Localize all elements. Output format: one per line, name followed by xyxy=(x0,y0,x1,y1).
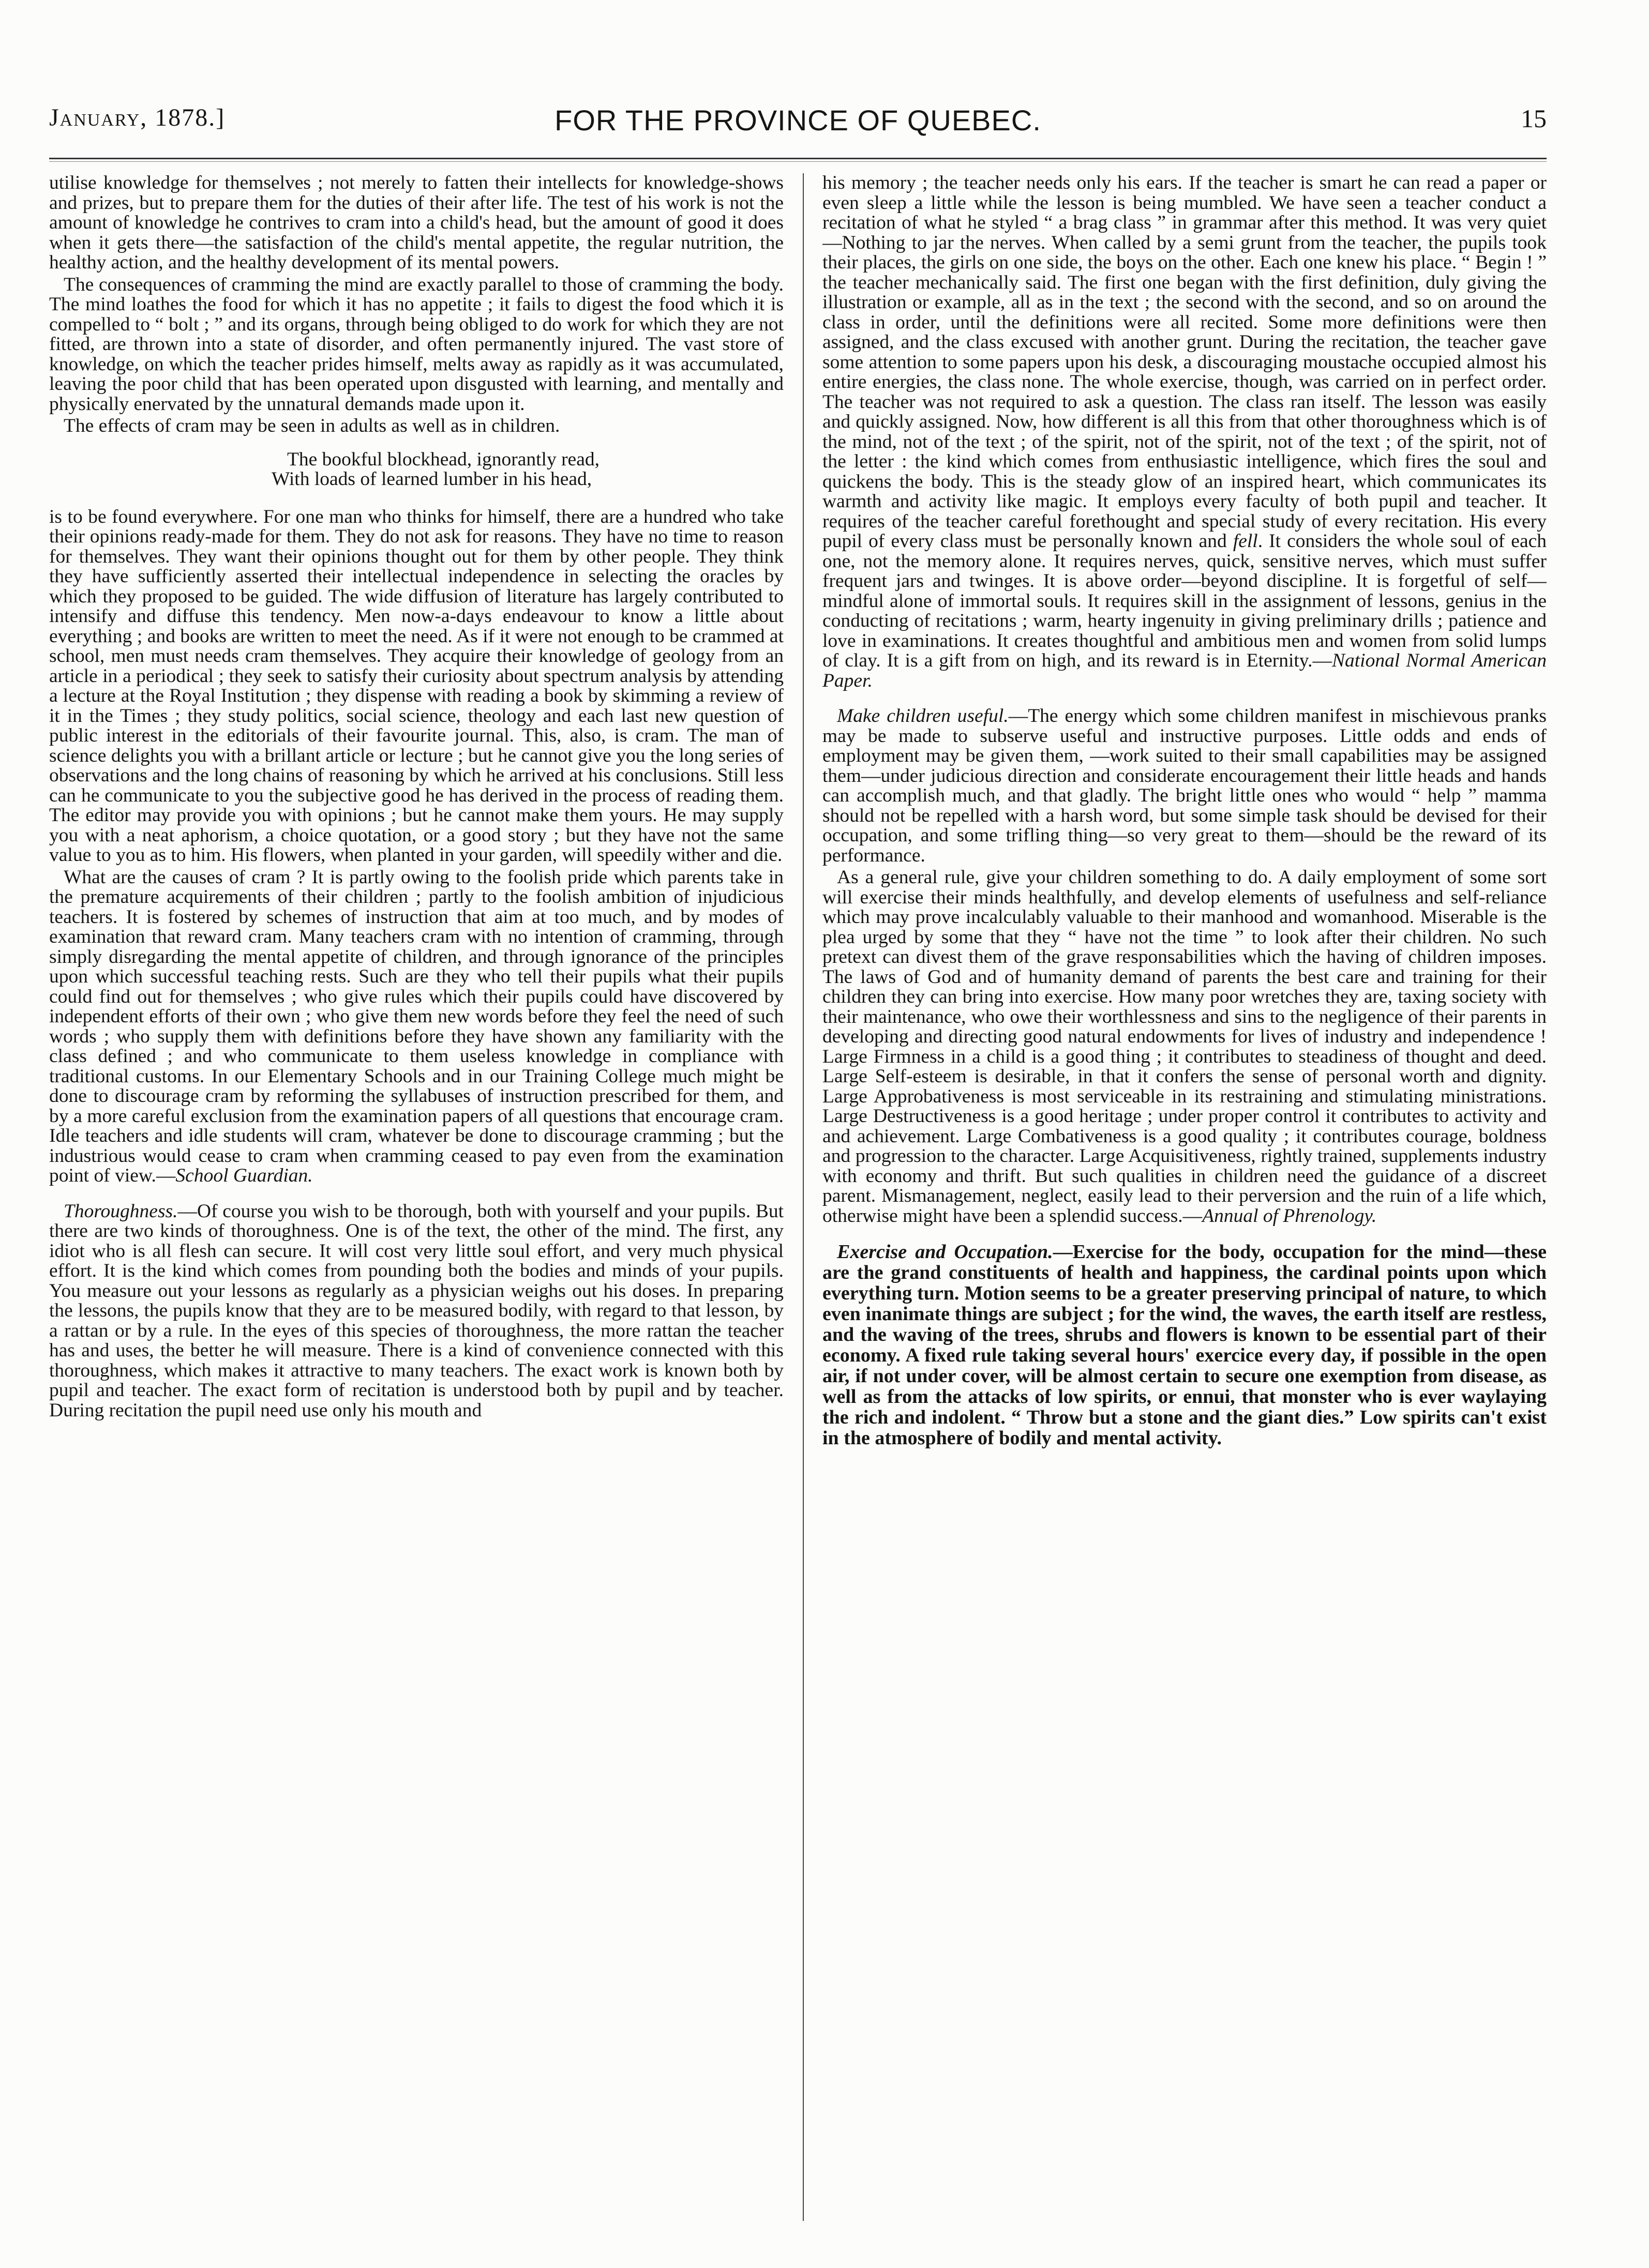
verse-quote xyxy=(49,450,784,490)
paragraph-text: —The energy which some children manifest in mischievous pranks may be made to subserve useful and instructive purposes. Little odds and ends of employment may be given them, —work suited to their small capabilities may be assigned them—under judicious direction and considerate encouragement their little heads and hands can accomplish much, and that gladly. The bright little ones who would “ help ” mamma should not be repelled with a harsh word, but some simple task should be devised for their occupation, and some trifling thing—so very great to them—should be the reward of its performance. xyxy=(822,705,1547,866)
paragraph-text: What are the causes of cram ? It is partly owing to the foolish pride which parents take in the premature acquirements of their children ; partly to the foolish ambition of injudicious teachers. It is fostered by schemes of instruction that aim at too much, and by modes of examination that reward cram. Many teachers cram with no intention of cramming, through simply disregarding the mental appetite of children, and through ignorance of the principles upon which successful teaching rests. Such are they who tell their pupils what their pupils could find out for themselves ; who give rules which their pupils could have discovered by independent efforts of their own ; who give them new words before they feel the need of such words ; who supply them with definitions before they have shown any familiarity with the class defined ; and who communicate to them useless knowledge in compliance with traditional customs. In our Elementary Schools and in our Training College much might be done to discourage cram by reforming the syllabuses of instruction prescribed for them, and by a more careful exclusion from the examination papers of all questions that encourage cram. Idle teachers and idle students will cram, whatever be done to discourage cramming ; but the industrious would cease to cram when cramming ceased to pay even from the examination point of view.— xyxy=(49,866,784,1186)
left-column xyxy=(49,173,784,2224)
verse-line: The bookful blockhead, ignorantly read, xyxy=(287,448,599,470)
paragraph-text: As a general rule, give your children something to do. A daily employment of some sort will exercise their minds healthfully, and develop elements of usefulness and self-reliance which may prove incalculably valuable to their manhood and womanhood. Miserable is the plea urged by some that they “ have not the time ” to look after their children. No such pretext can divest them of the grave responsabilities which the having of children imposes. The laws of God and of humanity demand of parents the best care and training for their children they can bring into exercise. How many poor wretches they are, taxing society with their maintenance, who owe their worthlessness and sins to the negligence of their parents in developing and directing good natural endowments for lives of industry and independence ! Large Firmness in a child is a good thing ; it contributes to steadiness of thought and deed. Large Self-esteem is desirable, in that it confers the sense of personal worth and dignity. Large Approbativeness is most serviceable in its restraining and stimulating ministrations. Large Destructiveness is a good heritage ; under proper control it contributes to activity and and achievement. Large Combativeness is a good quality ; it contributes courage, boldness and progression to the character. Large Acquisitiveness, rightly trained, supplements industry with economy and thrift. But such qualities in children need the guidance of a discreet parent. Mismanagement, neglect, easily lead to their perversion and the ruin of a life which, otherwise might have been a splendid success.— xyxy=(822,867,1547,1227)
paragraph xyxy=(49,868,784,1186)
paragraph-text: —Exercise for the body, occupation for the mind—these are the grand constituents of health and happiness, the cardinal points upon which everything turn. Motion seems to be a greater preserving principal of nature, to which even inanimate things are subject ; for the wind, the waves, the earth itself are restless, and the waving of the trees, shrubs and flowers is known to be essential part of their economy. A fixed rule taking several hours' exercice every day, if possible in the open air, if not under cover, will be almost certain to secure one exemption from disease, as well as from the attacks of low spirits, or ennui, that monster who is ever waylaying the rich and indolent. “ Throw but a stone and the giant dies.” Low spirits can't exist in the atmosphere of bodily and mental activity. xyxy=(822,1241,1547,1449)
paragraph: The consequences of cramming the mind are exactly parallel to those of cramming the body. The mind loathes the food for which it has no appetite ; it fails to digest the food which it is compelled to “ bolt ; ” and its organs, through being obliged to do work for which they are not fitted, are thrown into a state of disorder, and often permanently injured. The vast store of knowledge, on which the teacher prides himself, melts away as rapidly as it was accumulated, leaving the poor child that has been operated upon disgusted with learning, and mentally and physically enervated by the unnatural demands made upon it. xyxy=(49,274,784,415)
verse-line: With loads of learned lumber in his head, xyxy=(272,468,592,490)
paragraph xyxy=(822,706,1547,866)
page-header xyxy=(49,103,1547,145)
paragraph xyxy=(822,1242,1547,1448)
source-citation: School Guardian. xyxy=(175,1165,313,1186)
paragraph-text: his memory ; the teacher needs only his ears. If the teacher is smart he can read a paper or even sleep a little while the lesson is being mumbled. We have seen a teacher conduct a recitation of what he styled “ a brag class ” in grammar after this method. It was very quiet —Nothing to jar the nerves. When called by a semi grunt from the teacher, the pupils took their places, the girls on one side, the boys on the other. Each one knew his place. “ Begin ! ” the teacher mechanically said. The first one began with the first definition, duly giving the illustration or example, all as in the text ; the second with the second, and so on around the class in order, until the definitions were all recited. Some more definitions were then assigned, and the class excused with another grunt. During the recitation, the teacher gave some attention to some papers upon his desk, a discouraging moustache occupied almost his entire energies, the class none. The whole exercise, though, was carried on in perfect order. The teacher was not required to ask a question. The class ran itself. The lesson was easily and quickly assigned. Now, how different is all this from that other thoroughness which is of the mind, not of the text ; of the spirit, not of the spirit, not of the text ; of the spirit, not of the letter : the kind which comes from enthusiastic intelligence, which fires the soul and quickens the body. This is the steady glow of an inspired heart, which communicates its warmth and activity like magic. It employs every faculty of both pupil and teacher. It requires of the teacher careful forethought and special study of every recitation. His every pupil of every class must be personally known and xyxy=(822,173,1547,552)
paragraph xyxy=(822,868,1547,1226)
header-title: FOR THE PROVINCE OF QUEBEC. xyxy=(554,104,1041,137)
paragraph: is to be found everywhere. For one man who thinks for himself, there are a hundred who take their opinions ready-made for them. They do not ask for reasons. They have no time to reason for themselves. They want their opinions thought out for them by other people. They think they have sufficiently asserted their intellectual independence in selecting the oracles by which they proposed to be guided. The wide diffusion of literature has largely contributed to intensify and diffuse this tendency. Men now-a-days endeavour to know a little about everything ; and books are written to meet the need. As if it were not enough to be crammed at school, men must needs cram themselves. They acquire their knowledge of geology from an article in a periodical ; they seek to satisfy their curiosity about spectrum analysis by attending a lecture at the Royal Institution ; they dispense with reading a book by skimming a review of it in the Times ; they study politics, social science, theology and each last new question of public interest in the editorials of their favourite journal. This, also, is cram. The man of science delights you with a brillant article or lecture ; but he cannot give you the long series of observations and the long chains of reasoning by which he arrived at his conclusions. Still less can he communicate to you the subjective good he has derived in the process of reading them. The editor may provide you with opinions ; but he cannot make them yours. He may supply you with a neat aphorism, a choice quotation, or a good story ; but they have not the same value to you as to him. His flowers, when planted in your garden, will speedily wither and die. xyxy=(49,506,784,866)
paragraph xyxy=(822,173,1547,691)
source-citation: National Normal American Paper. xyxy=(822,650,1547,691)
paragraph-text: . It considers the whole soul of each one, not the memory alone. It requires nerves, quick, sensitive nerves, which must suffer frequent jars and twinges. It is above order—beyond discipline. It is forgetful of self—mindful alone of immortal souls. It requires skill in the assignment of lessons, genius in the conducting of recitations ; warm, hearty ingenuity in giving preliminary drills ; patience and love in examinations. It creates thoughtful and ambitious men and women from solid lumps of clay. It is a gift from on high, and its reward is in Eternity.— xyxy=(822,531,1547,671)
column-divider xyxy=(803,173,804,2221)
article-heading: Thoroughness. xyxy=(64,1200,178,1222)
page-number: 15 xyxy=(1521,104,1547,133)
header-date: January, 1878.] xyxy=(49,104,226,131)
article-heading: Make children useful. xyxy=(837,705,1009,727)
right-column xyxy=(822,173,1547,2224)
paragraph-text: —Of course you wish to be thorough, both with yourself and your pupils. But there are two kinds of thoroughness. One is of the text, the other of the mind. The first, any idiot who is all flesh can secure. It will cost very little soul effort, and very much physical effort. It is the kind which comes from pounding both the bodies and minds of your pupils. You measure out your lessons as regularly as a physician weighs out his doses. In preparing the lessons, the pupils know that they are to be measured bodily, with regard to that lesson, by a rattan or by a rule. In the eyes of this species of thoroughness, the more rattan the teacher has and uses, the better he will measure. There is a kind of convenience connected with this thoroughness, which makes it attractive to many teachers. The exact work is known both by pupil and teacher. The exact form of recitation is understood both by pupil and by teacher. During recitation the pupil need use only his mouth and xyxy=(49,1200,784,1421)
article-heading: Exercise and Occupation. xyxy=(837,1241,1053,1263)
paragraph: utilise knowledge for themselves ; not merely to fatten their intellects for knowledge-shows and prizes, but to prepare them for the duties of their after life. The test of his work is not the amount of knowledge he contrives to cram into a child's head, but the amount of good it does when it gets there—the satisfaction of the child's mental appetite, the regular nutrition, the healthy action, and the healthy development of its mental powers. xyxy=(49,173,784,273)
emphasis: fell xyxy=(1233,531,1258,552)
paragraph xyxy=(49,1202,784,1421)
paragraph: The effects of cram may be seen in adults as well as in children. xyxy=(64,415,560,436)
header-rule xyxy=(49,158,1547,162)
source-citation: Annual of Phrenology. xyxy=(1202,1205,1377,1227)
